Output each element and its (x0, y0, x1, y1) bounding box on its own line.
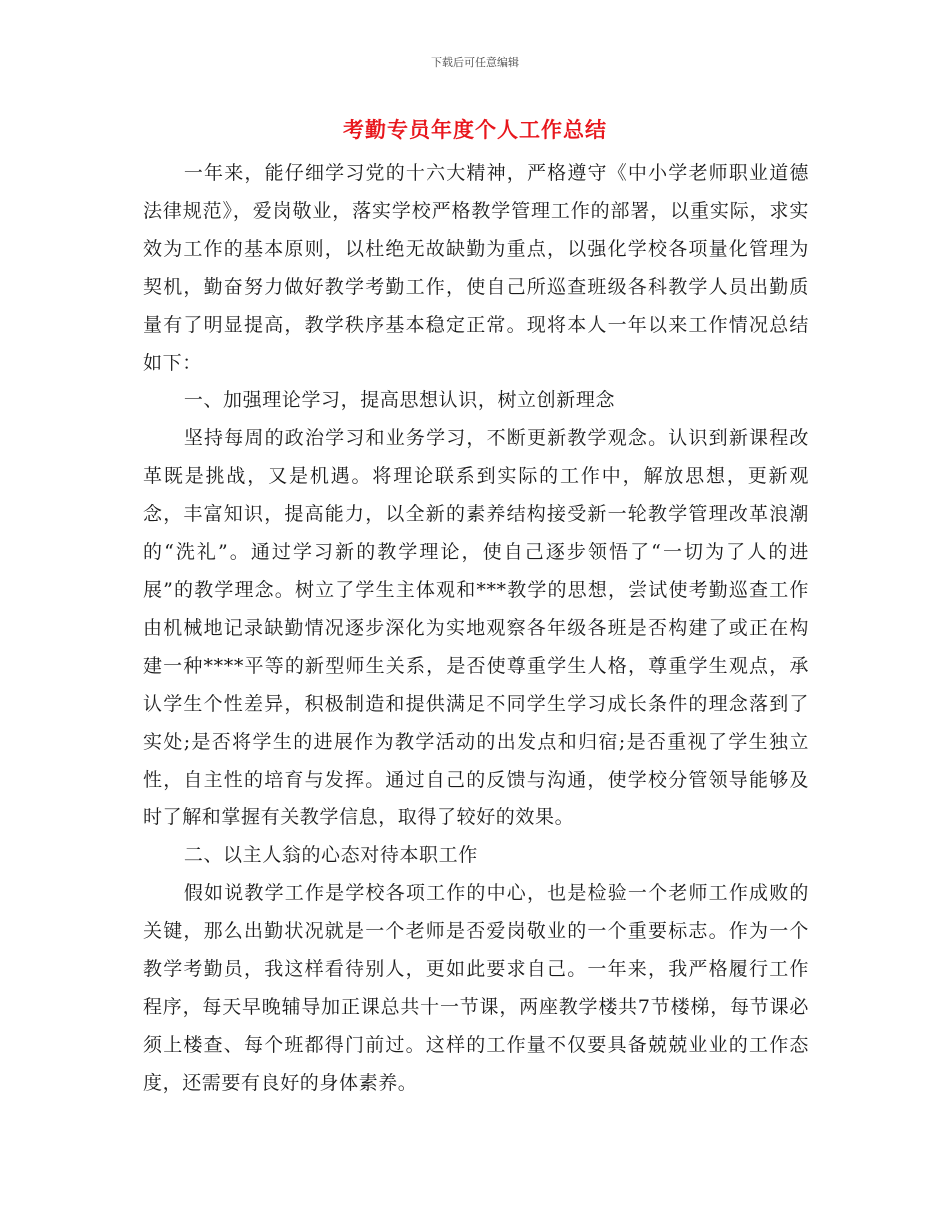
header-note: 下载后可任意编辑 (431, 56, 519, 69)
paragraph-theory-study: 坚持每周的政治学习和业务学习，不断更新教学观念。认识到新课程改革既是挑战，又是机遇。将理论联系到实际的工作中，解放思想，更新观念，丰富知识，提高能力，以全新的素养结构接受新一轮教学管理改革浪潮的“洗礼”。通过学习新的教学理论，使自己逐步领悟了“一切为了人的进展”的教学理念。树立了学生主体观和***教学的思想，尝试使考勤巡查工作由机械地记录缺勤情况逐步深化为实地观察各年级各班是否构建了或正在构建一种****平等的新型师生关系，是否使尊重学生人格，尊重学生观点，承认学生个性差异，积极制造和提供满足不同学生学习成长条件的理念落到了实处;是否将学生的进展作为教学活动的出发点和归宿;是否重视了学生独立性，自主性的培育与发挥。通过自己的反馈与沟通，使学校分管领导能够及时了解和掌握有关教学信息，取得了较好的效果。 (143, 427, 809, 829)
section-heading-1: 一、加强理论学习，提高思想认识，树立创新理念 (183, 389, 616, 412)
section-heading-2: 二、以主人翁的心态对待本职工作 (183, 844, 478, 867)
document-body (143, 155, 809, 1103)
paragraph-ownership: 假如说教学工作是学校各项工作的中心，也是检验一个老师工作成败的关键，那么出勤状况就是一个老师是否爱岗敬业的一个重要标志。作为一个教学考勤员，我这样看待别人，更如此要求自己。一年来，我严格履行工作程序，每天早晚辅导加正课总共十一节课，两座教学楼共7节楼梯，每节课必须上楼查、每个班都得门前过。这样的工作量不仅要具备兢兢业业的工作态度，还需要有良好的身体素养。 (143, 882, 809, 1094)
document-title: 考勤专员年度个人工作总结 (343, 118, 607, 142)
paragraph-intro: 一年来，能仔细学习党的十六大精神，严格遵守《中小学老师职业道德法律规范》，爱岗敬业，落实学校严格教学管理工作的部署，以重实际，求实效为工作的基本原则，以杜绝无故缺勤为重点，以强化学校各项量化管理为契机，勤奋努力做好教学考勤工作，使自己所巡查班级各科教学人员出勤质量有了明显提高，教学秩序基本稳定正常。现将本人一年以来工作情况总结如下： (143, 162, 809, 374)
